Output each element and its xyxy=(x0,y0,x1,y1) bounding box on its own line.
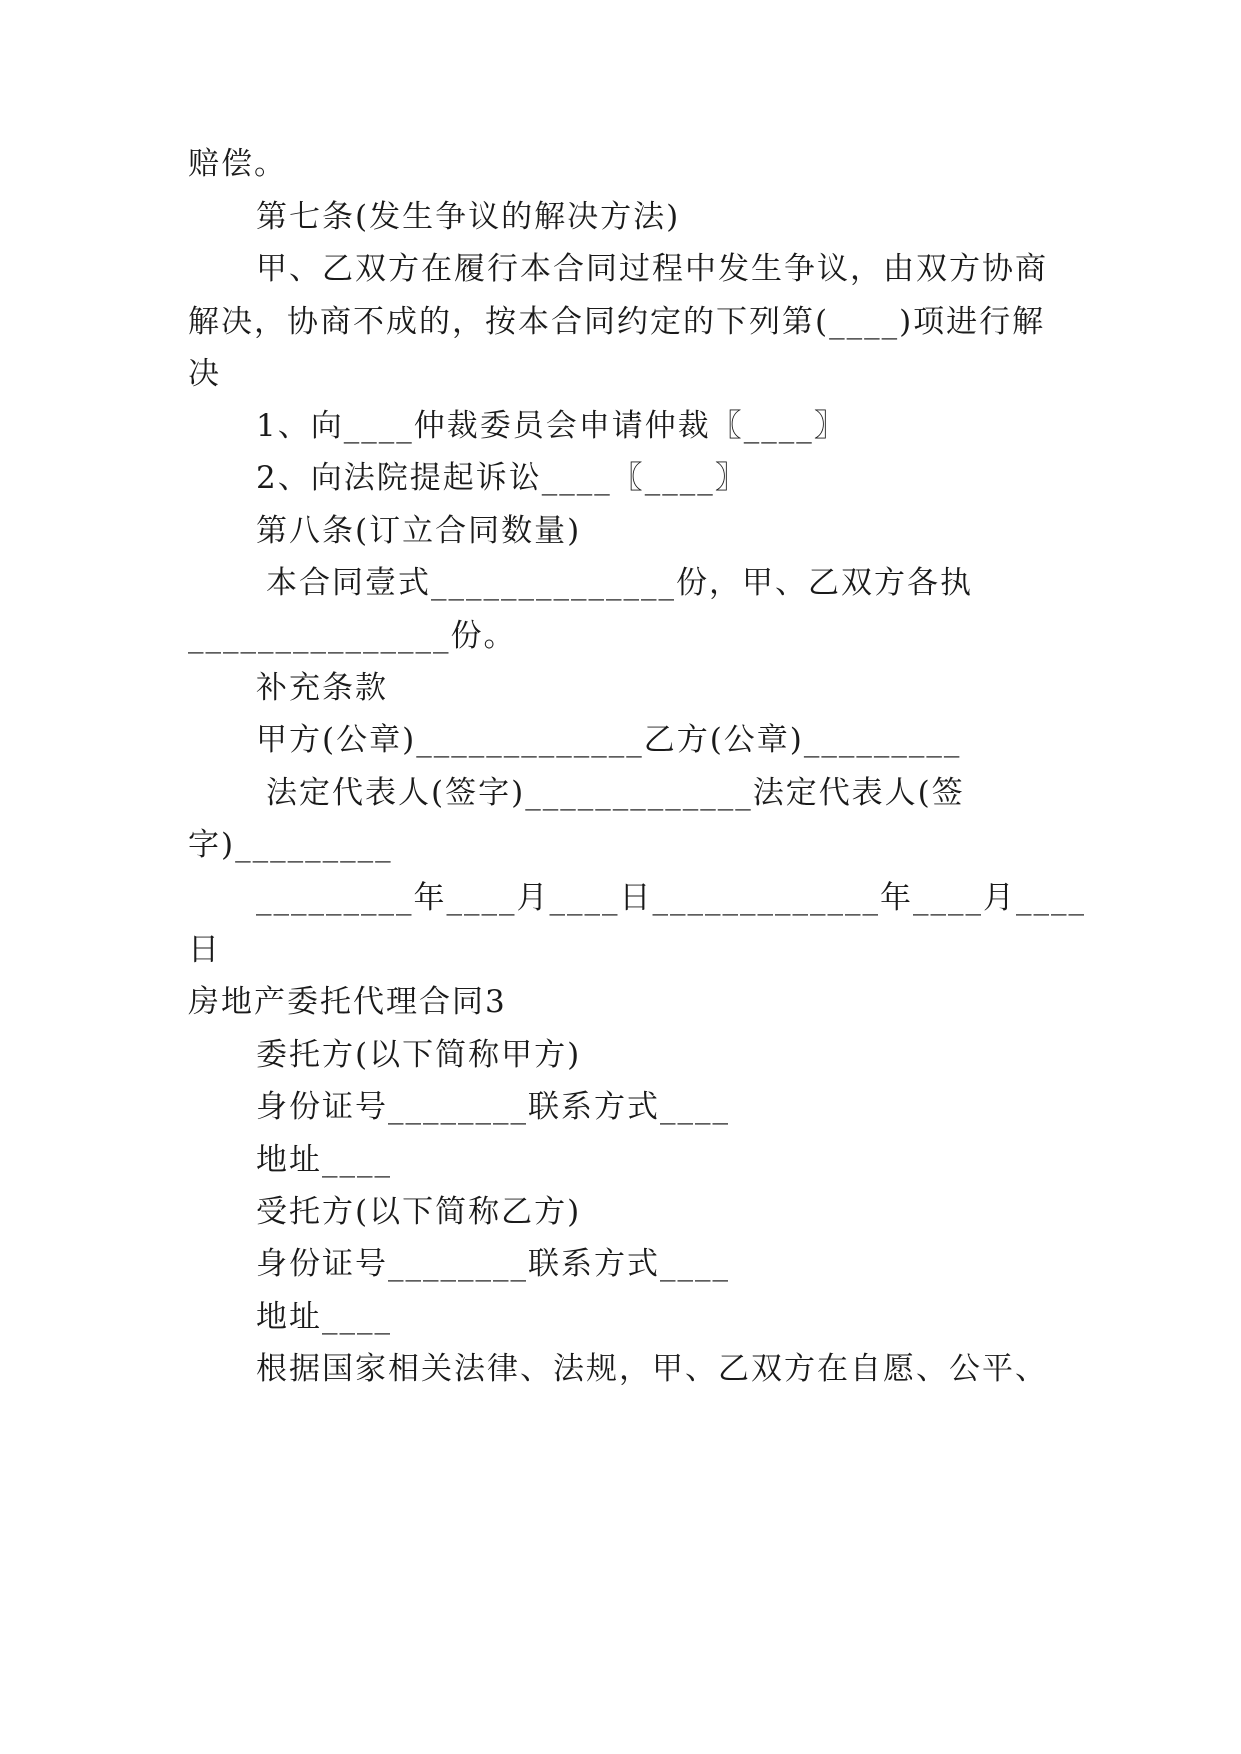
party-heading: 委托方(以下简称甲方) xyxy=(256,1037,582,1073)
form-line: 地址____ xyxy=(256,1299,392,1335)
text-line: 赔偿。 xyxy=(188,146,287,182)
form-line: 身份证号________联系方式____ xyxy=(256,1246,730,1282)
text-line: 日 xyxy=(188,932,221,968)
article-heading: 第八条(订立合同数量) xyxy=(256,513,582,549)
article-heading: 第七条(发生争议的解决方法) xyxy=(256,199,681,235)
date-line: _________年____月____日_____________年____月____ xyxy=(256,880,1086,916)
section-heading: 补充条款 xyxy=(256,670,388,706)
text-line: 本合同壹式______________份，甲、乙双方各执 xyxy=(266,565,973,601)
text-line: 字)_________ xyxy=(188,827,393,863)
signature-line: 法定代表人(签字)_____________法定代表人(签 xyxy=(266,775,965,811)
signature-line: 甲方(公章)_____________乙方(公章)_________ xyxy=(256,722,962,758)
text-line: _______________份。 xyxy=(188,618,517,654)
text-line: 根据国家相关法律、法规，甲、乙双方在自愿、公平、 xyxy=(256,1351,1048,1387)
list-item: 1、向____仲裁委员会申请仲裁〖____〗 xyxy=(256,408,847,444)
form-line: 身份证号________联系方式____ xyxy=(256,1089,730,1125)
document-title: 房地产委托代理合同3 xyxy=(188,984,507,1020)
text-line: 决 xyxy=(188,356,221,392)
text-line: 解决，协商不成的，按本合同约定的下列第(____)项进行解 xyxy=(188,304,1046,340)
text-line: 甲、乙双方在履行本合同过程中发生争议，由双方协商 xyxy=(256,251,1048,287)
party-heading: 受托方(以下简称乙方) xyxy=(256,1194,582,1230)
list-item: 2、向法院提起诉讼____〖____〗 xyxy=(256,460,748,496)
form-line: 地址____ xyxy=(256,1142,392,1178)
